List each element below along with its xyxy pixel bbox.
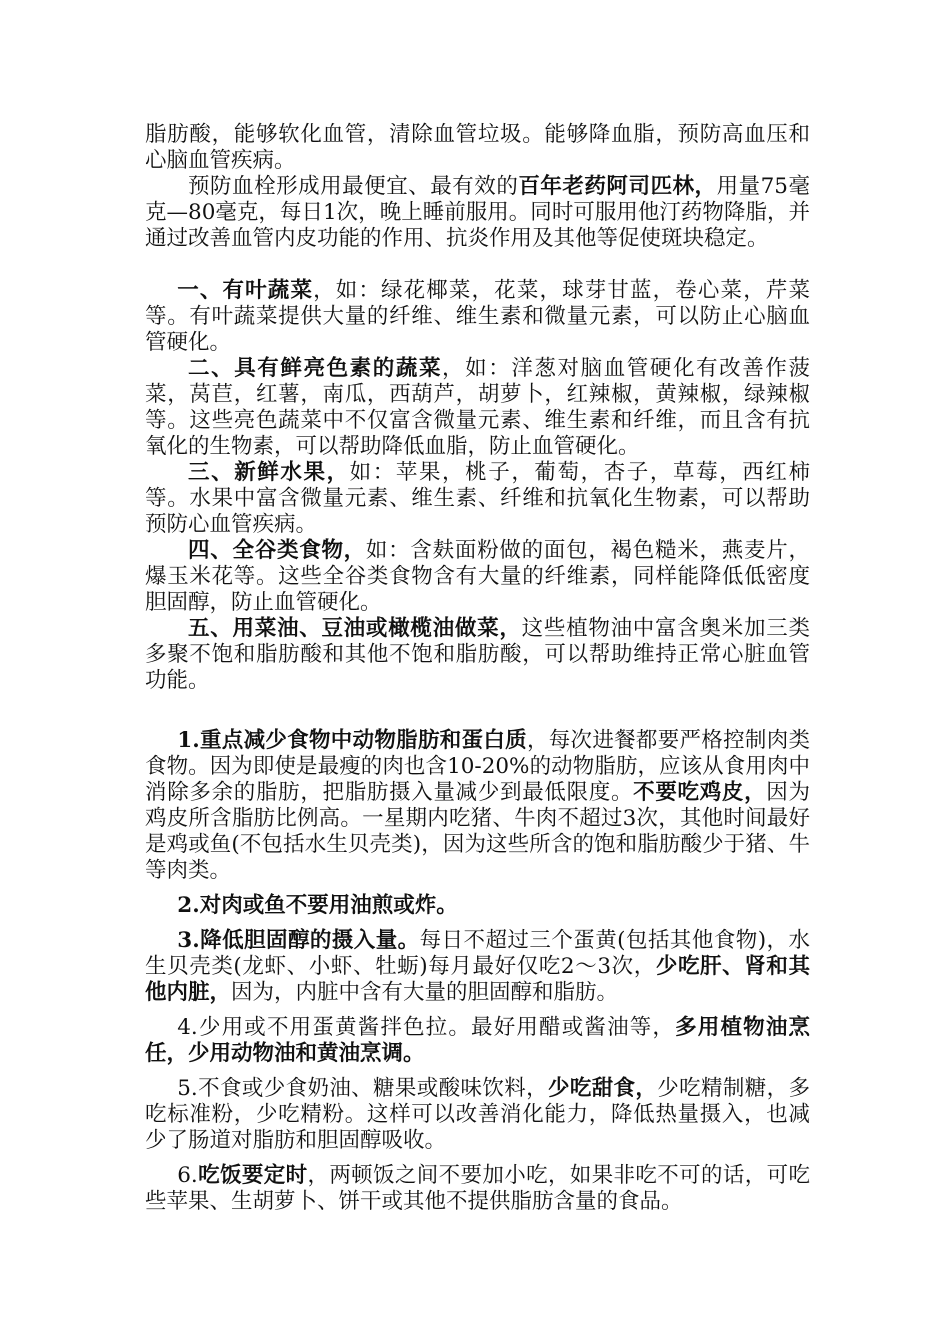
tip-1-text-b: 因为鸡皮所含脂肪比例高。一星期内吃猪、牛肉不超过3次，其他时间最好是鸡或鱼(不包括水生贝壳类)，因为这些所含的饱和脂肪酸少于猪、牛等肉类。 — [145, 780, 810, 883]
food-text-5: 这些植物油中富含奥米加三类多聚不饱和脂肪酸和其他不饱和脂肪酸，可以帮助维持正常心脏血管功能。 — [145, 616, 810, 693]
food-title-4: 四、全谷类食物， — [188, 538, 366, 563]
intro-text-2b: 用量75毫克—80毫克，每日1次，晚上睡前服用。同时可服用他汀药物降脂，并通过改善血管内皮功能的作用、抗炎作用及其他等促使斑块稳定。 — [145, 174, 810, 251]
food-item-4 — [145, 538, 810, 616]
tip-6 — [145, 1163, 810, 1215]
tip-1 — [145, 728, 810, 884]
intro-paragraph-1 — [145, 122, 810, 174]
tip-6-number: 6. — [177, 1163, 198, 1188]
food-text-1: ，如：绿花椰菜，花菜，球芽甘蓝，卷心菜，芹菜等。有叶蔬菜提供大量的纤维、维生素和微量元素，可以防止心脑血管硬化。 — [145, 278, 810, 355]
food-item-3 — [145, 460, 810, 538]
food-item-2 — [145, 356, 810, 460]
intro-text-2a: 预防血栓形成用最便宜、最有效的 — [188, 174, 519, 199]
tip-4-highlight: 多用植物油烹任，少用动物油和黄油烹调。 — [145, 1015, 810, 1066]
food-item-1 — [145, 278, 810, 356]
food-title-5: 五、用菜油、豆油或橄榄油做菜， — [188, 616, 522, 641]
food-item-5 — [145, 616, 810, 694]
tip-4-text: 4.少用或不用蛋黄酱拌色拉。最好用醋或酱油等， — [177, 1015, 676, 1040]
tip-1-highlight: 不要吃鸡皮， — [633, 780, 767, 805]
food-title-1: 一、有叶蔬菜 — [177, 278, 314, 303]
tip-2 — [145, 893, 810, 919]
tip-3-text-b: 因为，内脏中含有大量的胆固醇和脂肪。 — [231, 980, 619, 1005]
tip-1-title: 1.重点减少食物中动物脂肪和蛋白质 — [177, 728, 527, 753]
food-text-2: ，如：洋葱对脑血管硬化有改善作菠菜，莴苣，红薯，南瓜，西葫芦，胡萝卜，红辣椒，黄辣椒，绿辣椒等。这些亮色蔬菜中不仅富含微量元素、维生素和纤维，而且含有抗氧化的生物素，可以帮助降低血脂，防止血管硬化。 — [145, 356, 810, 459]
tip-3-text-a: 每日不超过三个蛋黄(包括其他食物)，水生贝壳类(龙虾、小虾、牡蛎)每月最好仅吃2～3次， — [145, 928, 810, 979]
intro-paragraph-2 — [145, 174, 810, 252]
tip-5-text-a: 5.不食或少食奶油、糖果或酸味饮料， — [177, 1076, 548, 1101]
document-page — [145, 122, 810, 1215]
tip-3-highlight: 少吃肝、肾和其他内脏， — [145, 954, 810, 1005]
tip-3 — [145, 928, 810, 1006]
food-text-3: 如：苹果，桃子，葡萄，杏子，草莓，西红柿等。水果中富含微量元素、维生素、纤维和抗氧化生物素，可以帮助预防心血管疾病。 — [145, 460, 810, 537]
tip-5-text-b: 少吃精制糖，多吃标准粉，少吃精粉。这样可以改善消化能力，降低热量摄入，也减少了肠道对脂肪和胆固醇吸收。 — [145, 1076, 810, 1153]
tip-3-title: 3.降低胆固醇的摄入量。 — [177, 928, 420, 953]
intro-text-1: 脂肪酸，能够软化血管，清除血管垃圾。能够降血脂，预防高血压和心脑血管疾病。 — [145, 122, 810, 173]
food-title-3: 三、新鲜水果， — [188, 460, 350, 485]
tip-4 — [145, 1015, 810, 1067]
tip-5 — [145, 1076, 810, 1154]
food-title-2: 二、具有鲜亮色素的蔬菜 — [188, 356, 443, 381]
food-text-4: 如：含麸面粉做的面包，褐色糙米，燕麦片，爆玉米花等。这些全谷类食物含有大量的纤维素，同样能降低低密度胆固醇，防止血管硬化。 — [145, 538, 810, 615]
tip-1-text-a: ，每次进餐都要严格控制肉类食物。因为即使是最瘦的肉也含10-20%的动物脂肪，应该从食用肉中消除多余的脂肪，把脂肪摄入量减少到最低限度。 — [145, 728, 810, 805]
aspirin-highlight: 百年老药阿司匹林， — [518, 174, 717, 199]
tip-5-highlight: 少吃甜食， — [547, 1076, 658, 1101]
tip-6-text: ，两顿饭之间不要加小吃，如果非吃不可的话，可吃些苹果、生胡萝卜、饼干或其他不提供脂肪含量的食品。 — [145, 1163, 810, 1214]
tip-6-highlight: 吃饭要定时 — [197, 1163, 308, 1188]
tip-2-title: 2.对肉或鱼不要用油煎或炸。 — [177, 893, 458, 918]
